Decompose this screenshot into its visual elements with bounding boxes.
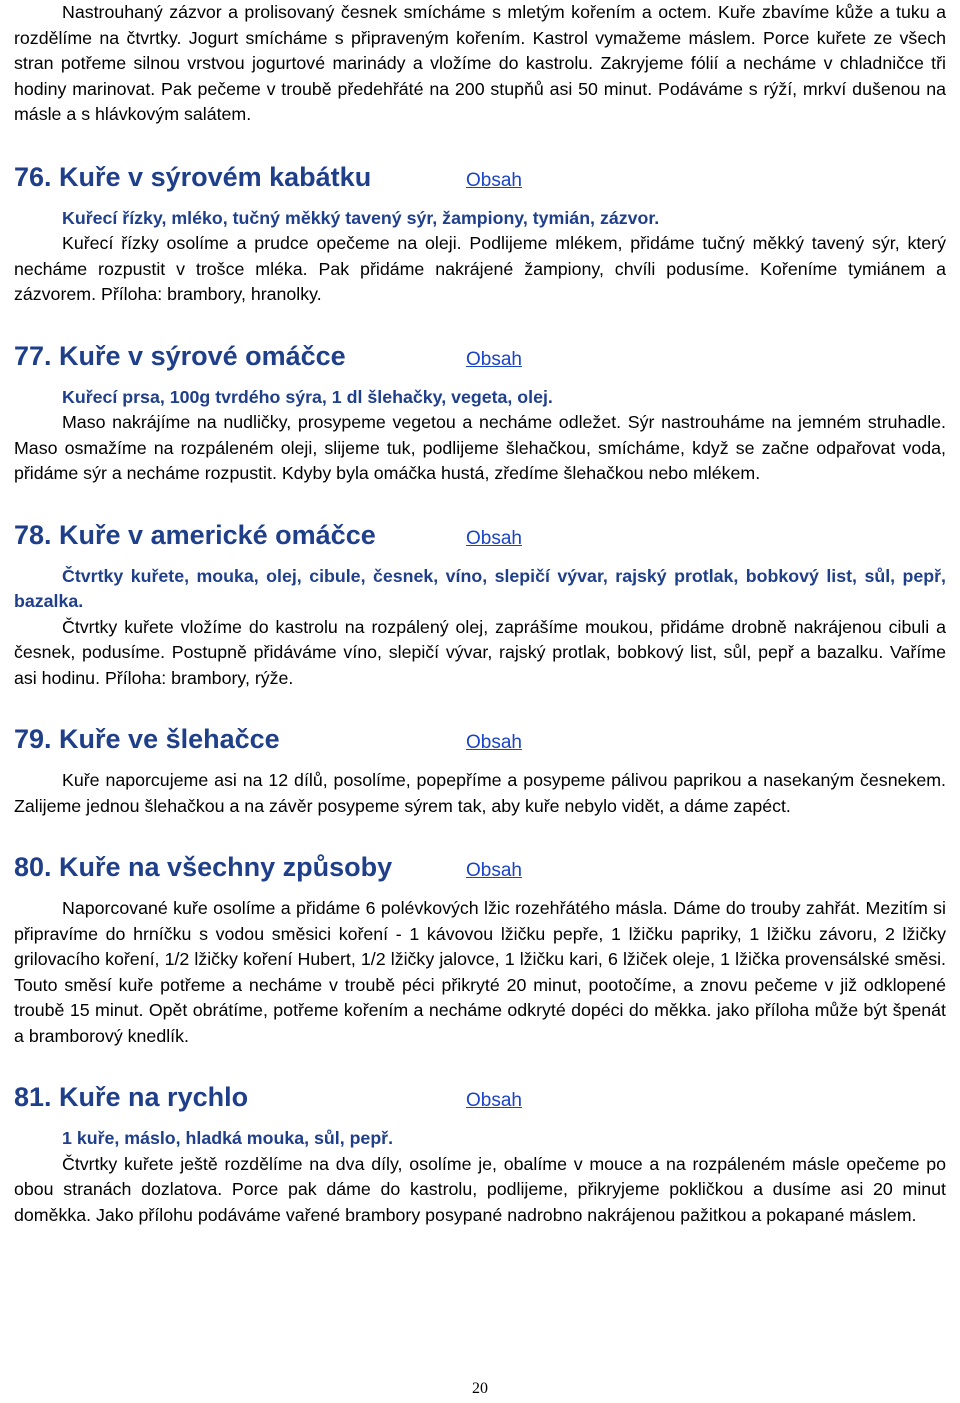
toc-link[interactable]: Obsah (466, 732, 522, 753)
recipe-instructions: Maso nakrájíme na nudličky, prosypeme vegetou a necháme odležet. Sýr nastrouháme na jemném struhadle. Maso osmažíme na rozpáleném oleji, slijeme tuk, podlijeme šlehačkou, smícháme, když se začne odpařovat voda, přidáme sýr a necháme rozpustit. Kdyby byla omáčka hustá, zředíme šlehačkou nebo mlékem. (14, 412, 946, 483)
recipe-ingredients: Kuřecí prsa, 100g tvrdého sýra, 1 dl šlehačky, vegeta, olej. (62, 386, 553, 407)
recipe-81 (14, 1077, 946, 1228)
recipe-title: 77. Kuře v sýrové omáčce (14, 340, 346, 371)
toc-link[interactable]: Obsah (466, 348, 522, 370)
recipe-80 (14, 847, 946, 1049)
recipe-78 (14, 515, 946, 692)
recipe-title: 80. Kuře na všechny způsoby (14, 852, 393, 882)
recipe-77 (14, 336, 946, 487)
recipe-heading (14, 1077, 946, 1113)
recipe-heading (14, 847, 946, 883)
recipe-title: 76. Kuře v sýrovém kabátku (14, 161, 372, 192)
recipe-heading (14, 336, 946, 372)
recipe-title: 81. Kuře na rychlo (14, 1082, 249, 1112)
intro-paragraph: Nastrouhaný zázvor a prolisovaný česnek smícháme s mletým kořením a octem. Kuře zbavíme kůže a tuku a rozdělíme na čtvrtky. Jogurt smícháme s připraveným kořením. Kastrol vymažeme máslem. Porce kuřete ze všech stran potřeme silnou vrstvou jogurtové marinády a vložíme do kastrolu. Zakryjeme fólií a necháme v chladničce tři hodiny marinovat. Pak pečeme v troubě předehřáté na 200 stupňů asi 50 minut. Podáváme s rýží, mrkví dušenou na másle a s hlávkovým salátem. (14, 2, 946, 124)
recipe-ingredients: Čtvrtky kuřete, mouka, olej, cibule, česnek, víno, slepičí vývar, rajský protlak, bobkový list, sůl, pepř, bazalka. (14, 565, 946, 611)
page-number: 20 (472, 1380, 488, 1397)
toc-link[interactable]: Obsah (466, 860, 522, 881)
toc-link[interactable]: Obsah (466, 169, 522, 191)
recipe-instructions: Kuřecí řízky osolíme a prudce opečeme na oleji. Podlijeme mlékem, přidáme tučný měkký tavený sýr, který necháme rozpustit v trošce mléka. Pak přidáme nakrájené žampiony, chvíli podusíme. Kořeníme tymiánem a zázvorem. Příloha: brambory, hranolky. (14, 233, 946, 304)
recipe-heading (14, 719, 946, 755)
recipe-heading (14, 515, 946, 551)
toc-link[interactable]: Obsah (466, 1090, 522, 1111)
recipe-ingredients: 1 kuře, máslo, hladká mouka, sůl, pepř. (62, 1128, 394, 1148)
recipe-instructions: Kuře naporcujeme asi na 12 dílů, posolíme, popepříme a posypeme pálivou paprikou a nasekaným česnekem. Zalijeme jednou šlehačkou a na závěr posypeme sýrem tak, aby kuře nebylo vidět, a dáme zapéct. (14, 770, 946, 816)
document-page (14, 0, 946, 1228)
recipe-title: 79. Kuře ve šlehačce (14, 724, 280, 754)
toc-link[interactable]: Obsah (466, 527, 522, 549)
recipe-instructions: Naporcované kuře osolíme a přidáme 6 polévkových lžic rozehřátého másla. Dáme do trouby zahřát. Mezitím si připravíme do hrníčku s vodou směsici koření - 1 kávovou lžičku pepře, 1 lžičku papriky, 1 lžičku závoru, 2 lžičky grilovacího koření, 1/2 lžičky koření Hubert, 1/2 lžičky jalovce, 1 lžičku kari, 6 lžiček oleje, 1 lžička provensálské směsi. Touto směsí kuře potřeme a necháme v troubě péci přikryté 20 minut, pootočíme, a znovu pečeme v již odklopené troubě 15 minut. Opět obrátíme, potřeme kořením a necháme odkryté dopéci do měkka. jako příloha může být špenát a bramborový knedlík. (14, 898, 946, 1046)
recipe-instructions: Čtvrtky kuřete ještě rozdělíme na dva díly, osolíme je, obalíme v mouce a na rozpáleném másle opečeme po obou stranách dozlatova. Porce pak dáme do kastrolu, podlijeme, přikryjeme pokličkou a dusíme asi 20 minut doměkka. Jako přílohu podáváme vařené brambory posypané nadrobno nakrájenou pažitkou a pokapané máslem. (14, 1153, 946, 1225)
recipe-title: 78. Kuře v americké omáčce (14, 519, 376, 550)
recipe-ingredients: Kuřecí řízky, mléko, tučný měkký tavený sýr, žampiony, tymián, zázvor. (62, 207, 660, 228)
recipe-instructions: Čtvrtky kuřete vložíme do kastrolu na rozpálený olej, zaprášíme moukou, přidáme drobně nakrájenou cibuli a česnek, podusíme. Postupně přidáváme víno, slepičí vývar, rajský protlak, bobkový list, sůl, pepř a bazalku. Vaříme asi hodinu. Příloha: brambory, rýže. (14, 616, 946, 688)
recipe-79 (14, 719, 946, 819)
recipe-heading (14, 157, 946, 193)
recipe-76 (14, 157, 946, 308)
